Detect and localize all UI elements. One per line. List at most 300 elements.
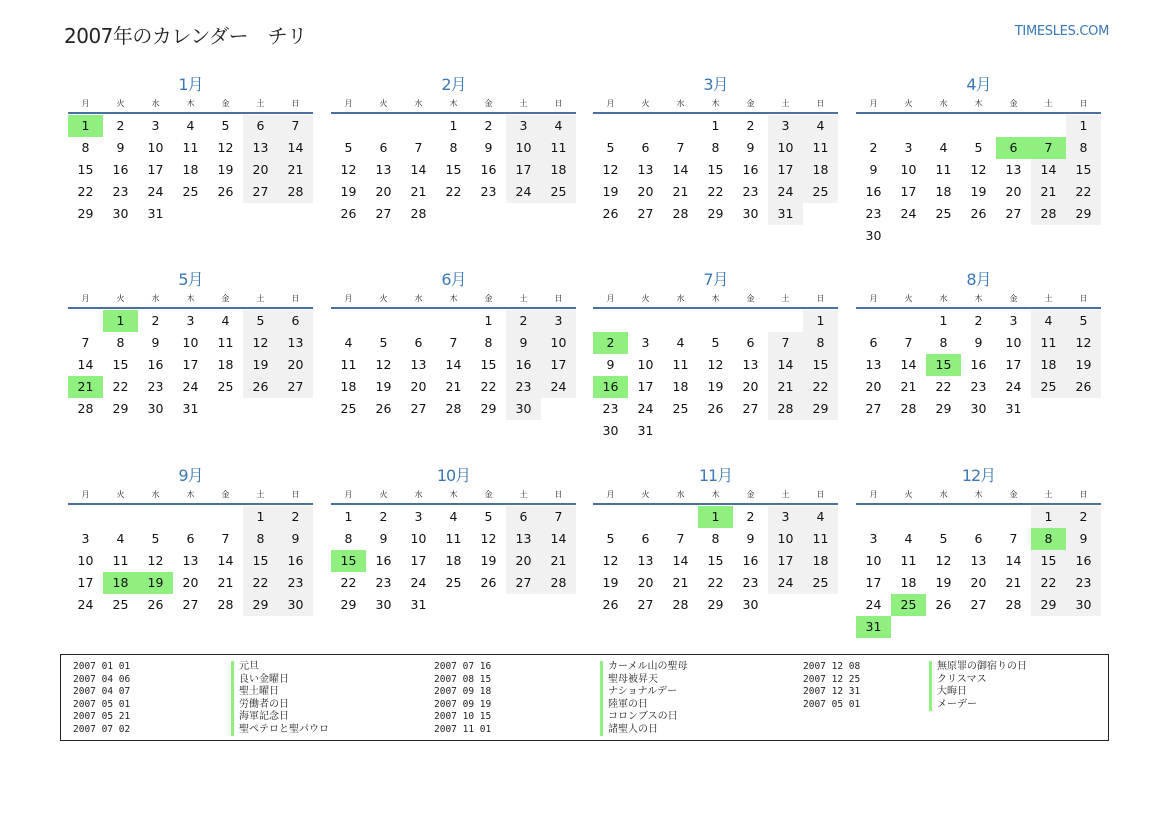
day-cell: 26: [935, 597, 952, 612]
day-cell: 28: [1031, 203, 1066, 225]
day-cell: 18: [182, 162, 199, 177]
day-cell: 1: [243, 506, 278, 528]
day-cell: 28: [77, 401, 94, 416]
day-cell: 26: [602, 597, 619, 612]
day-cell: 20: [278, 354, 313, 376]
empty-cell: [926, 115, 961, 137]
day-cell: 3: [1009, 313, 1018, 328]
weekday-header: [856, 96, 1101, 114]
day-cell: 19: [970, 184, 987, 199]
day-cell: 22: [77, 184, 94, 199]
day-cell: 4: [676, 335, 685, 350]
day-cell: 28: [768, 398, 803, 420]
day-cell: 31: [1005, 401, 1022, 416]
day-cell: 20: [637, 575, 654, 590]
month-name: 10月: [436, 466, 471, 485]
empty-cell: [891, 506, 926, 528]
day-cell: 27: [182, 597, 199, 612]
weekday-label: 火: [116, 294, 125, 303]
weekday-label: 日: [554, 294, 563, 303]
empty-cell: [768, 310, 803, 332]
day-cell: 22: [480, 379, 497, 394]
weekday-header: [68, 487, 313, 505]
day-cell: 21: [217, 575, 234, 590]
day-cell: 14: [1005, 553, 1022, 568]
day-cell: 28: [410, 206, 427, 221]
weekday-label: 月: [606, 99, 615, 108]
day-cell: 9: [116, 140, 125, 155]
weekday-label: 土: [1044, 99, 1053, 108]
weekday-header: [68, 96, 313, 114]
day-cell: 24: [147, 184, 164, 199]
day-cell: 7: [904, 335, 913, 350]
month-name: 11月: [698, 466, 733, 485]
day-cell: 2: [379, 509, 388, 524]
weekday-label: 火: [116, 490, 125, 499]
day-cell: 8: [711, 531, 720, 546]
day-cell: 20: [182, 575, 199, 590]
empty-cell: [331, 310, 366, 332]
day-cell: 17: [637, 379, 654, 394]
weekday-label: 金: [1009, 490, 1018, 499]
weekday-label: 月: [81, 99, 90, 108]
day-cell: 29: [935, 401, 952, 416]
day-cell: 1: [344, 509, 353, 524]
weekday-label: 月: [869, 294, 878, 303]
day-cell: 12: [243, 332, 278, 354]
day-cell: 19: [217, 162, 234, 177]
day-cell: 20: [506, 550, 541, 572]
month-calendar: [593, 269, 838, 442]
month-calendar: [593, 74, 838, 225]
day-cell: 10: [410, 531, 427, 546]
day-cell: 25: [445, 575, 462, 590]
weekday-header: [68, 291, 313, 309]
weekday-label: 月: [344, 490, 353, 499]
day-cell: 22: [340, 575, 357, 590]
day-cell: 1: [803, 310, 838, 332]
day-cell: 4: [939, 140, 948, 155]
holiday-day-cell: 7: [1031, 137, 1066, 159]
empty-cell: [628, 115, 663, 137]
month-calendar: [593, 465, 838, 616]
empty-cell: [366, 310, 401, 332]
holiday-day-cell: 19: [138, 572, 173, 594]
day-cell: 13: [278, 332, 313, 354]
day-cell: 17: [77, 575, 94, 590]
weekday-label: 月: [606, 294, 615, 303]
day-cell: 13: [1005, 162, 1022, 177]
weekday-label: 月: [869, 490, 878, 499]
holiday-day-cell: 15: [331, 550, 366, 572]
day-cell: 26: [970, 206, 987, 221]
day-cell: 6: [506, 506, 541, 528]
day-cell: 21: [1005, 575, 1022, 590]
day-cell: 9: [974, 335, 983, 350]
day-cell: 14: [410, 162, 427, 177]
weekday-label: 木: [186, 294, 195, 303]
day-cell: 1: [484, 313, 493, 328]
weekday-label: 土: [256, 99, 265, 108]
month-calendar: [856, 74, 1101, 247]
day-cell: 5: [711, 335, 720, 350]
day-cell: 16: [865, 184, 882, 199]
weekday-label: 木: [711, 99, 720, 108]
day-cell: 26: [243, 376, 278, 398]
day-cell: 25: [340, 401, 357, 416]
day-cell: 23: [742, 575, 759, 590]
day-cell: 1: [711, 118, 720, 133]
legend-date: 2007 09 18: [434, 686, 492, 697]
day-cell: 26: [480, 575, 497, 590]
weekday-label: 水: [939, 99, 948, 108]
weekday-label: 日: [1079, 490, 1088, 499]
weekday-label: 火: [379, 99, 388, 108]
day-cell: 19: [480, 553, 497, 568]
day-cell: 17: [506, 159, 541, 181]
empty-cell: [856, 506, 891, 528]
day-cell: 18: [935, 184, 952, 199]
day-cell: 14: [1031, 159, 1066, 181]
month-name: 1月: [178, 75, 203, 94]
day-cell: 5: [151, 531, 160, 546]
month-name: 12月: [961, 466, 996, 485]
day-cell: 6: [379, 140, 388, 155]
legend-date: 2007 10 15: [434, 711, 492, 722]
weekday-label: 日: [291, 99, 300, 108]
empty-cell: [733, 310, 768, 332]
weekday-label: 日: [816, 490, 825, 499]
weekday-label: 木: [186, 490, 195, 499]
weekday-label: 水: [939, 490, 948, 499]
day-cell: 24: [541, 376, 576, 398]
empty-cell: [856, 115, 891, 137]
day-cell: 30: [602, 423, 619, 438]
day-cell: 21: [768, 376, 803, 398]
day-cell: 11: [900, 553, 917, 568]
day-cell: 13: [865, 357, 882, 372]
day-cell: 21: [541, 550, 576, 572]
day-cell: 20: [970, 575, 987, 590]
day-cell: 4: [449, 509, 458, 524]
day-cell: 5: [221, 118, 230, 133]
legend-date: 2007 12 08: [803, 661, 861, 672]
day-cell: 18: [672, 379, 689, 394]
day-cell: 3: [904, 140, 913, 155]
day-cell: 29: [112, 401, 129, 416]
legend-holiday-name: 聖ペテロと聖パウロ: [231, 724, 329, 737]
month-calendar: [68, 74, 313, 225]
day-cell: 15: [707, 553, 724, 568]
month-calendar: [331, 74, 576, 225]
weekday-label: 土: [519, 490, 528, 499]
empty-cell: [663, 115, 698, 137]
weekday-header: [856, 487, 1101, 505]
day-cell: 22: [445, 184, 462, 199]
day-cell: 12: [602, 162, 619, 177]
empty-cell: [961, 506, 996, 528]
weekday-label: 土: [256, 294, 265, 303]
empty-cell: [173, 506, 208, 528]
day-cell: 22: [112, 379, 129, 394]
day-cell: 3: [541, 310, 576, 332]
weekday-label: 水: [414, 294, 423, 303]
day-cell: 11: [803, 528, 838, 550]
day-cell: 2: [1066, 506, 1101, 528]
day-cell: 5: [344, 140, 353, 155]
day-grid: [331, 506, 576, 616]
day-cell: 1: [939, 313, 948, 328]
day-cell: 27: [865, 401, 882, 416]
day-grid: [856, 310, 1101, 420]
weekday-label: 土: [781, 99, 790, 108]
day-cell: 31: [182, 401, 199, 416]
day-cell: 14: [900, 357, 917, 372]
weekday-label: 月: [81, 490, 90, 499]
day-cell: 15: [707, 162, 724, 177]
day-grid: [593, 506, 838, 616]
day-cell: 10: [865, 553, 882, 568]
day-cell: 13: [375, 162, 392, 177]
day-cell: 29: [480, 401, 497, 416]
day-cell: 4: [1031, 310, 1066, 332]
day-grid: [68, 506, 313, 616]
legend-holiday-name: ナショナルデー: [600, 686, 677, 699]
day-cell: 10: [900, 162, 917, 177]
empty-cell: [996, 115, 1031, 137]
empty-cell: [208, 506, 243, 528]
empty-cell: [996, 506, 1031, 528]
day-cell: 23: [375, 575, 392, 590]
month-calendar: [331, 465, 576, 616]
day-cell: 26: [147, 597, 164, 612]
empty-cell: [891, 310, 926, 332]
day-cell: 25: [803, 572, 838, 594]
day-grid: [856, 115, 1101, 247]
day-cell: 8: [484, 335, 493, 350]
day-cell: 5: [243, 310, 278, 332]
month-name: 7月: [703, 270, 728, 289]
legend-holiday-name: カーメル山の聖母: [600, 661, 688, 674]
day-cell: 31: [410, 597, 427, 612]
weekday-label: 火: [641, 490, 650, 499]
day-cell: 6: [869, 335, 878, 350]
weekday-label: 水: [676, 294, 685, 303]
day-cell: 9: [1066, 528, 1101, 550]
weekday-header: [331, 487, 576, 505]
month-calendar: [68, 269, 313, 420]
legend-holiday-name: メーデー: [929, 699, 977, 712]
day-cell: 22: [707, 184, 724, 199]
weekday-label: 水: [676, 490, 685, 499]
day-cell: 30: [147, 401, 164, 416]
weekday-label: 日: [554, 99, 563, 108]
empty-cell: [628, 506, 663, 528]
day-cell: 3: [186, 313, 195, 328]
day-cell: 8: [344, 531, 353, 546]
weekday-label: 土: [519, 294, 528, 303]
weekday-label: 金: [221, 99, 230, 108]
weekday-label: 土: [781, 294, 790, 303]
day-cell: 31: [768, 203, 803, 225]
day-cell: 15: [1031, 550, 1066, 572]
legend-holiday-name: 諸聖人の日: [600, 724, 658, 737]
day-cell: 18: [1031, 354, 1066, 376]
day-cell: 14: [278, 137, 313, 159]
holiday-day-cell: 1: [698, 506, 733, 528]
day-cell: 12: [602, 553, 619, 568]
day-cell: 23: [480, 184, 497, 199]
day-cell: 12: [480, 531, 497, 546]
day-cell: 17: [541, 354, 576, 376]
day-cell: 31: [637, 423, 654, 438]
day-cell: 13: [637, 162, 654, 177]
day-cell: 18: [803, 159, 838, 181]
day-cell: 20: [637, 184, 654, 199]
day-cell: 27: [1005, 206, 1022, 221]
day-cell: 6: [641, 531, 650, 546]
day-cell: 9: [151, 335, 160, 350]
weekday-label: 金: [221, 490, 230, 499]
weekday-label: 金: [1009, 99, 1018, 108]
day-cell: 6: [186, 531, 195, 546]
day-cell: 10: [768, 528, 803, 550]
day-cell: 24: [506, 181, 541, 203]
day-cell: 16: [1066, 550, 1101, 572]
day-cell: 11: [1031, 332, 1066, 354]
holiday-day-cell: 31: [856, 616, 891, 638]
page-title: 2007年のカレンダー チリ: [64, 24, 307, 48]
day-cell: 25: [182, 184, 199, 199]
weekday-label: 水: [151, 294, 160, 303]
day-cell: 6: [243, 115, 278, 137]
day-cell: 8: [711, 140, 720, 155]
empty-cell: [663, 310, 698, 332]
day-cell: 9: [379, 531, 388, 546]
day-cell: 9: [278, 528, 313, 550]
weekday-label: 木: [449, 294, 458, 303]
day-cell: 18: [900, 575, 917, 590]
day-cell: 17: [182, 357, 199, 372]
empty-cell: [401, 115, 436, 137]
legend-date: 2007 05 01: [73, 698, 131, 710]
day-cell: 15: [445, 162, 462, 177]
holiday-day-cell: 15: [926, 354, 961, 376]
day-cell: 11: [217, 335, 234, 350]
day-cell: 1: [449, 118, 458, 133]
legend-date: 2007 07 16: [434, 661, 492, 672]
empty-cell: [593, 310, 628, 332]
weekday-label: 水: [939, 294, 948, 303]
day-cell: 30: [506, 398, 541, 420]
day-cell: 13: [970, 553, 987, 568]
day-cell: 4: [541, 115, 576, 137]
day-cell: 7: [541, 506, 576, 528]
day-cell: 23: [1066, 572, 1101, 594]
day-cell: 30: [865, 228, 882, 243]
day-cell: 26: [217, 184, 234, 199]
legend-holiday-name: 元旦: [231, 661, 259, 674]
day-cell: 4: [186, 118, 195, 133]
day-cell: 28: [672, 597, 689, 612]
day-cell: 27: [637, 206, 654, 221]
day-cell: 30: [375, 597, 392, 612]
day-cell: 22: [1066, 181, 1101, 203]
day-cell: 2: [484, 118, 493, 133]
weekday-label: 金: [746, 294, 755, 303]
day-cell: 28: [900, 401, 917, 416]
weekday-label: 月: [344, 99, 353, 108]
day-cell: 26: [602, 206, 619, 221]
day-cell: 16: [742, 162, 759, 177]
day-cell: 24: [865, 597, 882, 612]
day-cell: 12: [217, 140, 234, 155]
weekday-header: [593, 291, 838, 309]
day-cell: 27: [506, 572, 541, 594]
day-cell: 3: [768, 506, 803, 528]
day-cell: 28: [445, 401, 462, 416]
day-cell: 9: [606, 357, 615, 372]
day-cell: 4: [221, 313, 230, 328]
legend-date: 2007 11 01: [434, 723, 492, 735]
day-cell: 7: [81, 335, 90, 350]
day-cell: 14: [768, 354, 803, 376]
weekday-label: 火: [641, 294, 650, 303]
day-cell: 27: [375, 206, 392, 221]
holiday-day-cell: 8: [1031, 528, 1066, 550]
empty-cell: [331, 115, 366, 137]
weekday-label: 火: [379, 294, 388, 303]
day-cell: 13: [410, 357, 427, 372]
day-cell: 17: [1005, 357, 1022, 372]
empty-cell: [436, 310, 471, 332]
day-cell: 3: [641, 335, 650, 350]
day-cell: 8: [81, 140, 90, 155]
weekday-label: 月: [81, 294, 90, 303]
day-cell: 22: [707, 575, 724, 590]
legend-holiday-name: クリスマス: [929, 674, 987, 687]
day-cell: 19: [935, 575, 952, 590]
legend-date: 2007 07 02: [73, 723, 131, 735]
day-cell: 5: [1066, 310, 1101, 332]
site-link[interactable]: TIMESLES.COM: [1014, 24, 1109, 39]
day-cell: 16: [112, 162, 129, 177]
day-cell: 29: [803, 398, 838, 420]
day-cell: 30: [112, 206, 129, 221]
day-cell: 2: [974, 313, 983, 328]
day-cell: 2: [869, 140, 878, 155]
day-cell: 24: [637, 401, 654, 416]
day-cell: 14: [217, 553, 234, 568]
weekday-label: 水: [151, 490, 160, 499]
day-cell: 14: [445, 357, 462, 372]
day-cell: 30: [278, 594, 313, 616]
day-cell: 24: [410, 575, 427, 590]
day-cell: 16: [480, 162, 497, 177]
day-cell: 30: [742, 206, 759, 221]
day-cell: 15: [480, 357, 497, 372]
day-cell: 17: [147, 162, 164, 177]
day-cell: 13: [637, 553, 654, 568]
weekday-label: 金: [746, 490, 755, 499]
day-cell: 30: [742, 597, 759, 612]
day-cell: 7: [676, 140, 685, 155]
day-cell: 31: [147, 206, 164, 221]
day-cell: 19: [602, 575, 619, 590]
weekday-label: 金: [221, 294, 230, 303]
day-cell: 12: [147, 553, 164, 568]
month-name: 2月: [441, 75, 466, 94]
